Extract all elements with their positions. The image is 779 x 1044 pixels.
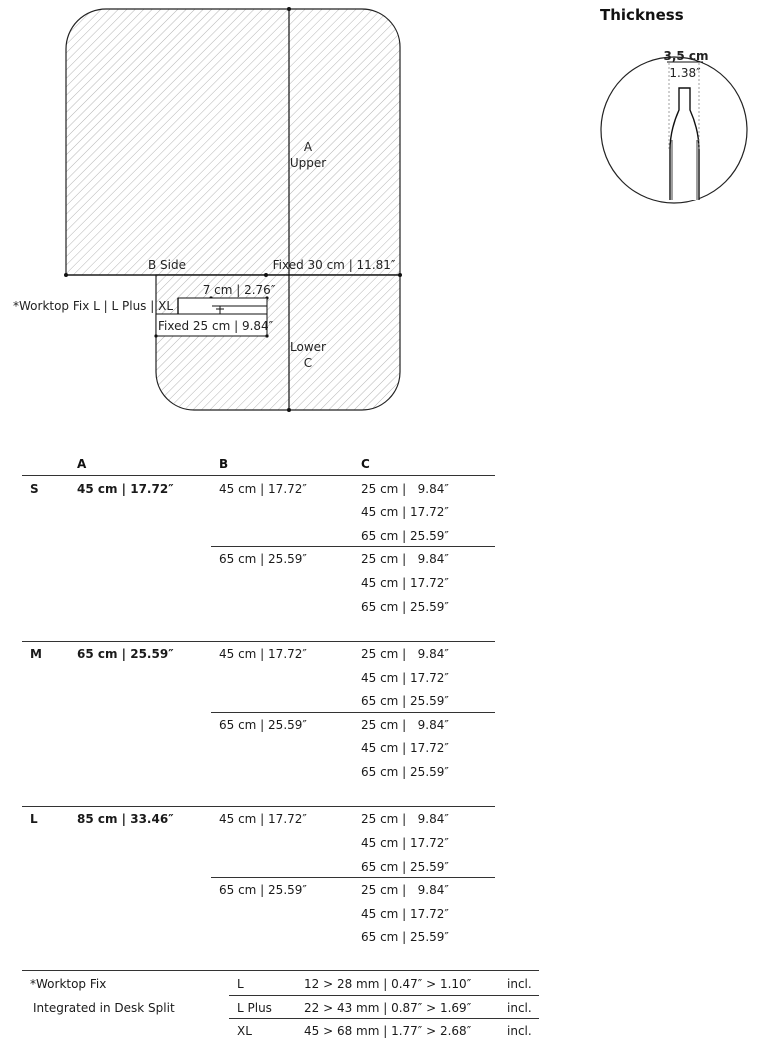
c-option: 45 cm | 17.72″ <box>361 671 449 685</box>
header-b: B <box>219 457 229 471</box>
c-option: 45 cm | 17.72″ <box>361 505 449 519</box>
thickness-metric: 3,5 cm <box>663 49 709 63</box>
header-c: C <box>361 457 370 471</box>
thickness-imperial: 1.38″ <box>669 66 701 80</box>
c-option: 25 cm | 9.84″ <box>361 883 449 897</box>
worktop-fix-row-lplus-range: 22 > 43 mm | 0.87″ > 1.69″ <box>304 1001 472 1015</box>
desk-split-diagram <box>0 0 779 430</box>
worktop-fix-subtitle: Integrated in Desk Split <box>33 1001 175 1015</box>
c-option: 65 cm | 25.59″ <box>361 860 449 874</box>
label-upper: Upper <box>289 156 327 170</box>
c-option: 65 cm | 25.59″ <box>361 694 449 708</box>
c-option: 65 cm | 25.59″ <box>361 765 449 779</box>
c-option: 45 cm | 17.72″ <box>361 576 449 590</box>
c-option: 25 cm | 9.84″ <box>361 718 449 732</box>
worktop-fix-row-xl-name: XL <box>237 1024 252 1038</box>
thickness-title: Thickness <box>600 6 684 24</box>
label-a: A <box>303 140 313 154</box>
c-option: 45 cm | 17.72″ <box>361 836 449 850</box>
size-m-label: M <box>30 647 42 661</box>
size-s-label: S <box>30 482 39 496</box>
label-fixed-25: Fixed 25 cm | 9.84″ <box>158 319 274 333</box>
size-s-b2: 65 cm | 25.59″ <box>219 552 307 566</box>
label-lower: Lower <box>290 340 326 354</box>
worktop-fix-row-xl-range: 45 > 68 mm | 1.77″ > 2.68″ <box>304 1024 472 1038</box>
c-option: 45 cm | 17.72″ <box>361 907 449 921</box>
size-m-a: 65 cm | 25.59″ <box>77 647 174 661</box>
c-option: 25 cm | 9.84″ <box>361 812 449 826</box>
label-worktop-fix: *Worktop Fix L | L Plus | XL <box>13 299 174 313</box>
worktop-fix-row-lplus-status: incl. <box>507 1001 532 1015</box>
worktop-fix-row-l-status: incl. <box>507 977 532 991</box>
label-c: C <box>303 356 313 370</box>
label-7cm: 7 cm | 2.76″ <box>202 283 276 297</box>
size-m-b2: 65 cm | 25.59″ <box>219 718 307 732</box>
worktop-fix-row-xl-status: incl. <box>507 1024 532 1038</box>
c-option: 25 cm | 9.84″ <box>361 552 449 566</box>
size-s-b1: 45 cm | 17.72″ <box>219 482 307 496</box>
size-l-label: L <box>30 812 38 826</box>
worktop-fix-row-lplus-name: L Plus <box>237 1001 272 1015</box>
size-m-b1: 45 cm | 17.72″ <box>219 647 307 661</box>
worktop-fix-row-l-range: 12 > 28 mm | 0.47″ > 1.10″ <box>304 977 472 991</box>
c-option: 25 cm | 9.84″ <box>361 482 449 496</box>
label-b-side: B Side <box>148 258 186 272</box>
c-option: 65 cm | 25.59″ <box>361 930 449 944</box>
thickness-detail <box>601 49 747 203</box>
c-option: 65 cm | 25.59″ <box>361 600 449 614</box>
worktop-fix-title: *Worktop Fix <box>30 977 107 991</box>
header-a: A <box>77 457 87 471</box>
size-s-a: 45 cm | 17.72″ <box>77 482 174 496</box>
size-l-b1: 45 cm | 17.72″ <box>219 812 307 826</box>
size-l-a: 85 cm | 33.46″ <box>77 812 174 826</box>
label-fixed-30: Fixed 30 cm | 11.81″ <box>272 258 396 272</box>
c-option: 65 cm | 25.59″ <box>361 529 449 543</box>
lower-panel-shape <box>156 275 400 410</box>
c-option: 45 cm | 17.72″ <box>361 741 449 755</box>
upper-panel-shape <box>66 9 400 275</box>
worktop-fix-row-l-name: L <box>237 977 244 991</box>
c-option: 25 cm | 9.84″ <box>361 647 449 661</box>
size-l-b2: 65 cm | 25.59″ <box>219 883 307 897</box>
